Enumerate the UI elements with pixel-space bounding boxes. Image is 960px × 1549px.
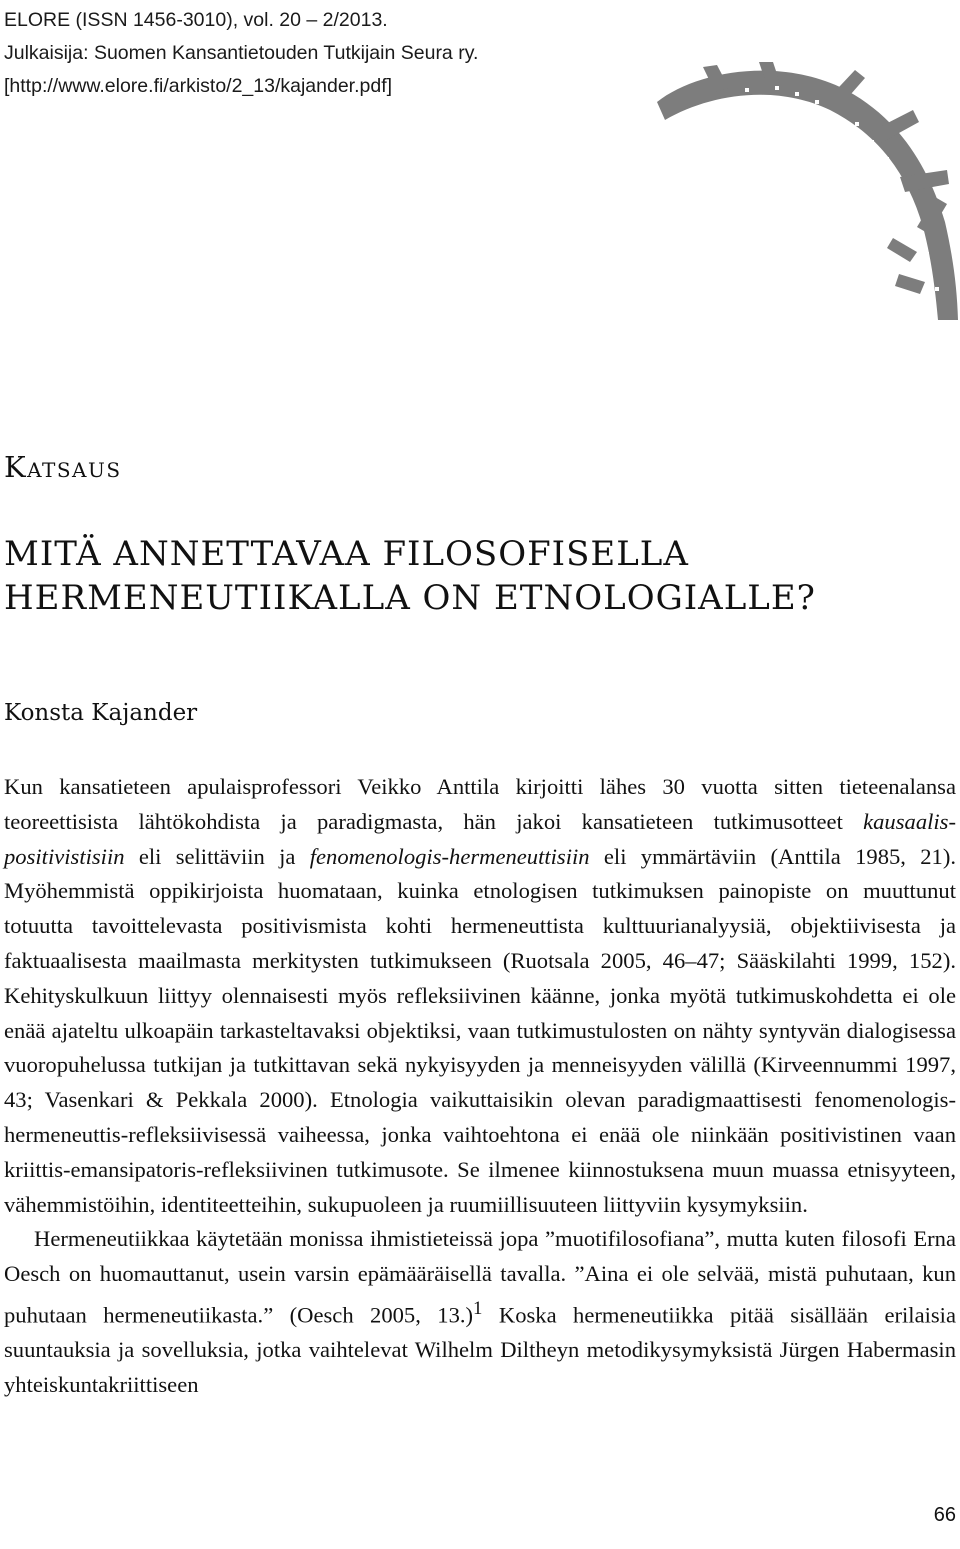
- page-number: 66: [933, 1504, 956, 1526]
- author-name: Konsta Kajander: [4, 700, 198, 726]
- header-publisher: Julkaisija: Suomen Kansantietouden Tutkijain Seura ry.: [4, 42, 479, 64]
- article-body: [4, 770, 956, 1403]
- paragraph-2: [4, 1222, 956, 1403]
- reindeer-antler-logo-icon: [655, 62, 960, 322]
- p1-text-e: eli ymmärtäviin (Anttila 1985, 21). Myöhemmistä oppikirjoista huomataan, kuinka etnologisen tutkimuksen painopiste on muuttunut totuutta tavoittelevasta positivismista kohti hermeneuttista kulttuurianalyysiä, objektiivisesta ja faktuaalisesta maailmasta merkitysten tutkimukseen (Ruotsala 2005, 46–47; Sääskilahti 1999, 152). Kehityskulkuun liittyy olennaisesti myös refleksiivinen käänne, jonka myötä tutkimuskohdetta ei ole enää ajateltu ulkoapäin tarkasteltavaksi objektiksi, vaan tutkimustulosten on nähty syntyvän dialogisessa vuoropuhelussa tutkijan ja tutkittavan sekä nykyisyyden ja menneisyyden välillä (Kirveennummi 1997, 43; Vasenkari & Pekkala 2000). Etnologia vaikuttaisikin olevan paradigmaattisesti fenomenologis-hermeneuttis-refleksiivisessä vaiheessa, jonka vaihtoehtona ei enää ole niinkään positivistinen vaan kriittis-emansipatoris-refleksiivinen tutkimusote. Se ilmenee kiinnostuksena muun muassa etnisyyteen, vähemmistöihin, identiteetteihin, sukupuoleen ja ruumiillisuuteen liittyviin kysymyksiin.: [4, 843, 957, 1217]
- p1-text-c: eli selittäviin ja: [124, 843, 310, 869]
- footnote-marker[interactable]: 1: [473, 1297, 483, 1319]
- p1-term-phenomenological: fenomenologis-hermeneuttisiin: [309, 843, 590, 869]
- p1-term-causal: kausaalis-positivistisiin: [4, 808, 956, 869]
- section-label: Katsaus: [4, 450, 122, 484]
- p1-text-a: Kun kansatieteen apulaisprofessori Veikko Anttila kirjoitti lähes 30 vuotta sitten tieteenalansa teoreettisista lähtökohdista ja paradigmasta, hän jakoi kansatieteen tutkimusotteet: [4, 774, 956, 834]
- title-line-1: MITÄ ANNETTAVAA FILOSOFISELLA: [4, 534, 689, 574]
- journal-header: [4, 4, 478, 103]
- p2-text-a: Hermeneutiikkaa käytetään monissa ihmistieteissä jopa ”muotifilosofiana”, mutta kuten filosofi Erna Oesch on huomauttanut, usein varsin epämääräisellä tavalla. ”Aina ei ole selvää, mistä puhutaan, kun puhutaan hermeneutiikasta.” (Oesch 2005, 13.): [4, 1226, 956, 1328]
- paragraph-1: [4, 770, 956, 1222]
- title-line-2: HERMENEUTIIKALLA ON ETNOLOGIALLE?: [4, 578, 816, 618]
- article-title: [4, 532, 816, 620]
- header-url: [http://www.elore.fi/arkisto/2_13/kajander.pdf]: [4, 75, 393, 97]
- p2-text-b: Koska hermeneutiikka pitää sisällään erilaisia suuntauksia ja sovelluksia, jotka vaihtelevat Wilhelm Diltheyn metodikysymyksistä Jürgen Habermasin yhteiskuntakriittiseen: [4, 1302, 956, 1398]
- header-citation: ELORE (ISSN 1456-3010), vol. 20 – 2/2013.: [4, 9, 388, 31]
